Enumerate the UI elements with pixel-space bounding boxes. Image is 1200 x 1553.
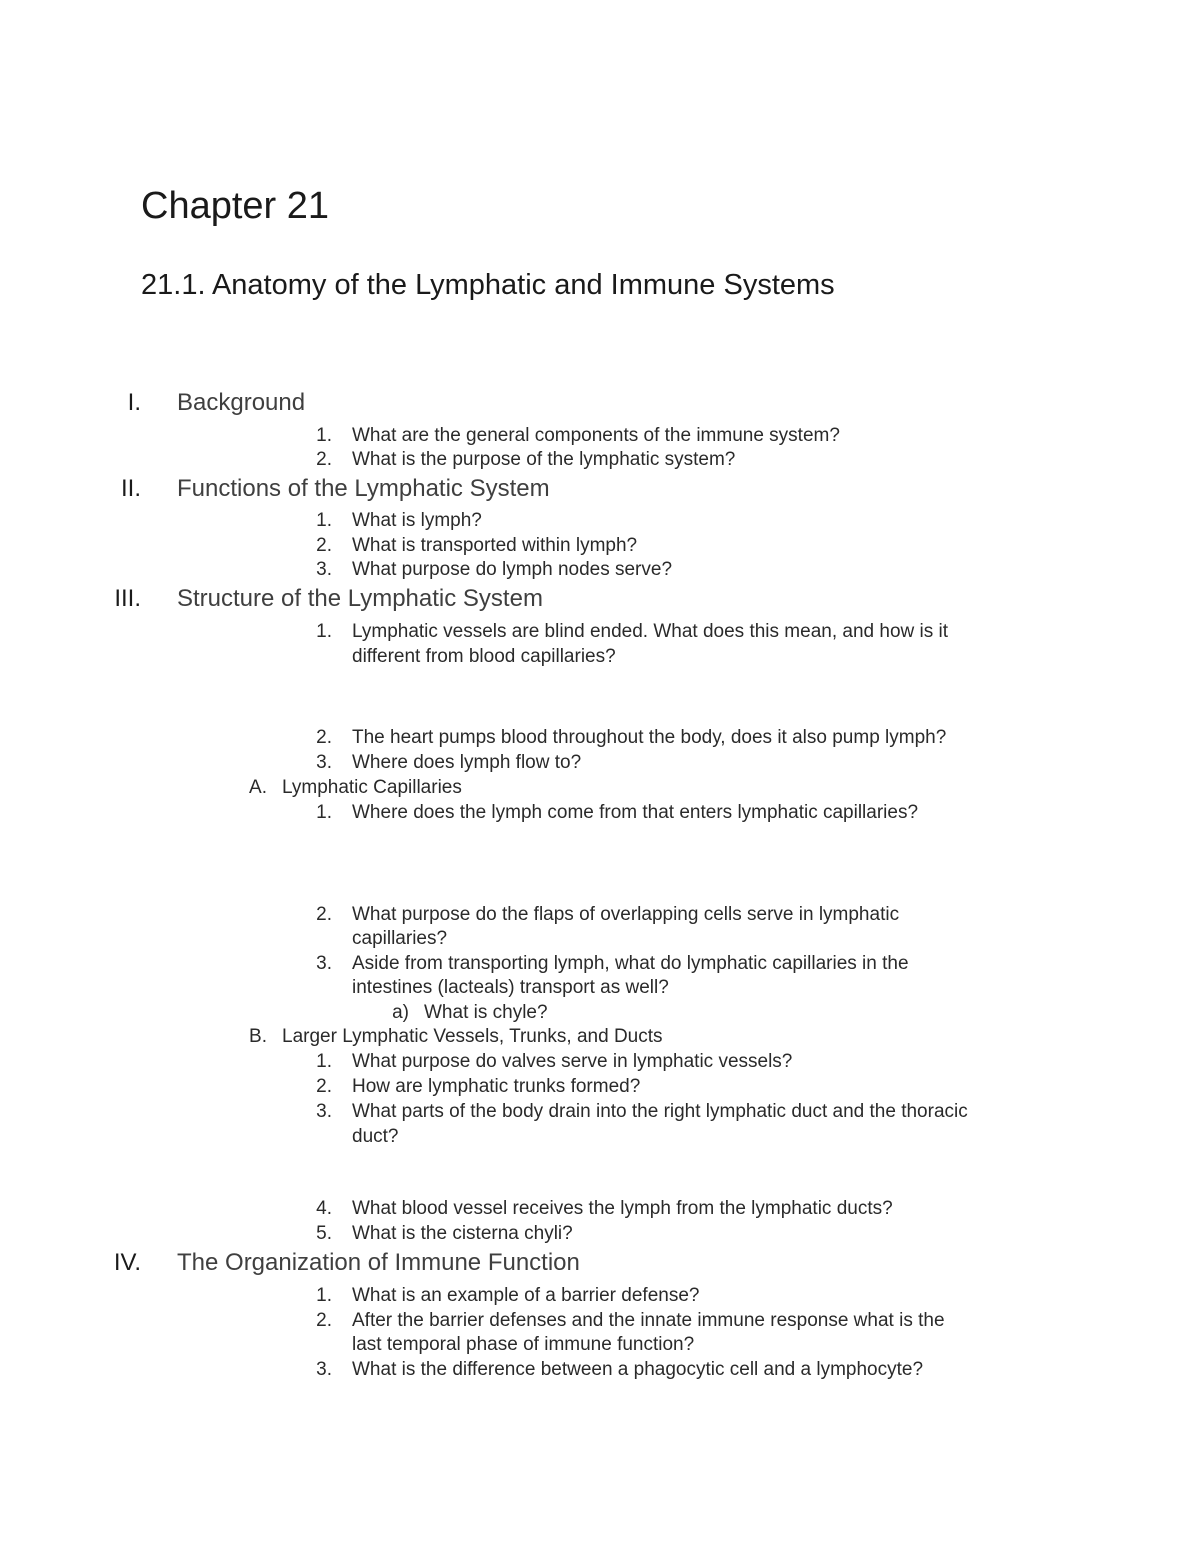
question-text: What is lymph?	[352, 510, 482, 531]
question-number: 2.	[316, 535, 332, 556]
subsection-letter: B.	[249, 1026, 267, 1047]
section-heading-background: Background	[177, 389, 306, 416]
section-title: 21.1. Anatomy of the Lymphatic and Immune Systems	[141, 269, 835, 301]
subsection-letter: A.	[249, 777, 267, 798]
question-text: The heart pumps blood throughout the body, does it also pump lymph?	[352, 727, 947, 748]
subquestion-text: What is chyle?	[424, 1002, 548, 1023]
question-text: What purpose do lymph nodes serve?	[352, 559, 673, 580]
question-text: What blood vessel receives the lymph from the lymphatic ducts?	[352, 1198, 893, 1219]
question-number: 1.	[316, 802, 332, 823]
question-text: What purpose do valves serve in lymphatic vessels?	[352, 1051, 793, 1072]
question-text: What is transported within lymph?	[352, 535, 638, 556]
section-numeral: III.	[114, 585, 141, 612]
subquestion-letter: a)	[392, 1002, 409, 1023]
question-text: Where does the lymph come from that enters lymphatic capillaries?	[352, 802, 919, 823]
question-text-continued: last temporal phase of immune function?	[352, 1334, 695, 1355]
question-text-continued: different from blood capillaries?	[352, 646, 616, 667]
question-text: What purpose do the flaps of overlapping cells serve in lymphatic	[352, 904, 900, 925]
question-text: What is the cisterna chyli?	[352, 1223, 573, 1244]
subsection-title: Larger Lymphatic Vessels, Trunks, and Ducts	[282, 1026, 663, 1047]
question-number: 5.	[316, 1223, 332, 1244]
subsection-title: Lymphatic Capillaries	[282, 777, 462, 798]
question-text-continued: capillaries?	[352, 928, 448, 949]
question-text: What parts of the body drain into the right lymphatic duct and the thoracic	[352, 1101, 968, 1122]
question-number: 3.	[316, 559, 332, 580]
section-numeral: IV.	[113, 1249, 141, 1276]
question-text: Where does lymph flow to?	[352, 752, 582, 773]
section-numeral: I.	[127, 389, 141, 416]
question-number: 3.	[316, 752, 332, 773]
question-text: How are lymphatic trunks formed?	[352, 1076, 641, 1097]
question-text: What is the difference between a phagocytic cell and a lymphocyte?	[352, 1359, 924, 1380]
question-number: 3.	[316, 953, 332, 974]
question-text: After the barrier defenses and the innate immune response what is the	[352, 1310, 945, 1331]
question-number: 4.	[316, 1198, 332, 1219]
question-text-continued: duct?	[352, 1126, 399, 1147]
question-number: 2.	[316, 1310, 332, 1331]
question-number: 1.	[316, 1285, 332, 1306]
question-text: What is an example of a barrier defense?	[352, 1285, 700, 1306]
section-heading-structure: Structure of the Lymphatic System	[177, 585, 543, 612]
question-number: 2.	[316, 727, 332, 748]
question-text: What are the general components of the immune system?	[352, 425, 840, 446]
section-numeral: II.	[120, 475, 141, 502]
question-number: 2.	[316, 1076, 332, 1097]
section-heading-functions: Functions of the Lymphatic System	[177, 475, 550, 502]
question-number: 1.	[316, 510, 332, 531]
question-text-continued: intestines (lacteals) transport as well?	[352, 977, 669, 998]
question-number: 3.	[316, 1359, 332, 1380]
question-number: 3.	[316, 1101, 332, 1122]
question-text: Aside from transporting lymph, what do lymphatic capillaries in the	[352, 953, 909, 974]
chapter-title: Chapter 21	[141, 185, 330, 227]
question-number: 1.	[316, 1051, 332, 1072]
question-text: Lymphatic vessels are blind ended. What does this mean, and how is it	[352, 621, 949, 642]
question-number: 1.	[316, 425, 332, 446]
section-heading-organization: The Organization of Immune Function	[177, 1249, 580, 1276]
question-text: What is the purpose of the lymphatic system?	[352, 449, 736, 470]
question-number: 2.	[316, 449, 332, 470]
question-number: 2.	[316, 904, 332, 925]
question-number: 1.	[316, 621, 332, 642]
